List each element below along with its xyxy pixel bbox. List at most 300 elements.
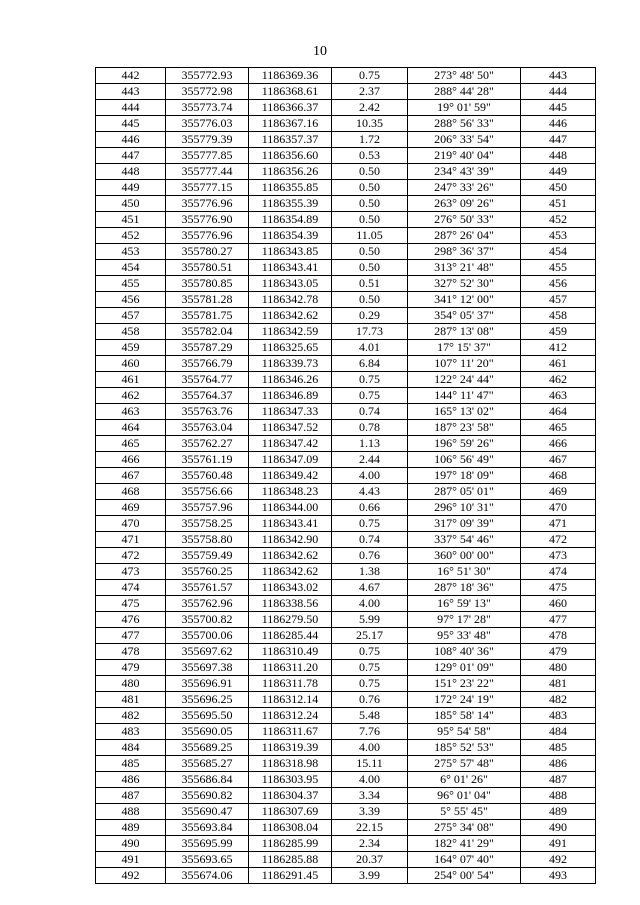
point-number-cell: 468 bbox=[96, 484, 166, 500]
table-row bbox=[96, 868, 596, 884]
x-coordinate-cell: 355695.99 bbox=[166, 836, 249, 852]
table-row bbox=[96, 356, 596, 372]
distance-cell: 4.00 bbox=[332, 468, 408, 484]
next-point-cell: 447 bbox=[521, 132, 596, 148]
point-number-cell: 490 bbox=[96, 836, 166, 852]
x-coordinate-cell: 355686.84 bbox=[166, 772, 249, 788]
point-number-cell: 485 bbox=[96, 756, 166, 772]
point-number-cell: 456 bbox=[96, 292, 166, 308]
distance-cell: 4.00 bbox=[332, 740, 408, 756]
next-point-cell: 449 bbox=[521, 164, 596, 180]
table-row bbox=[96, 708, 596, 724]
bearing-cell: 254° 00' 54" bbox=[408, 868, 521, 884]
table-row bbox=[96, 740, 596, 756]
table-row bbox=[96, 340, 596, 356]
point-number-cell: 480 bbox=[96, 676, 166, 692]
point-number-cell: 479 bbox=[96, 660, 166, 676]
y-coordinate-cell: 1186343.41 bbox=[249, 260, 332, 276]
x-coordinate-cell: 355700.82 bbox=[166, 612, 249, 628]
next-point-cell: 485 bbox=[521, 740, 596, 756]
next-point-cell: 464 bbox=[521, 404, 596, 420]
coordinates-table bbox=[95, 67, 596, 884]
point-number-cell: 443 bbox=[96, 84, 166, 100]
distance-cell: 0.76 bbox=[332, 548, 408, 564]
bearing-cell: 106° 56' 49" bbox=[408, 452, 521, 468]
point-number-cell: 447 bbox=[96, 148, 166, 164]
point-number-cell: 475 bbox=[96, 596, 166, 612]
y-coordinate-cell: 1186318.98 bbox=[249, 756, 332, 772]
distance-cell: 20.37 bbox=[332, 852, 408, 868]
next-point-cell: 474 bbox=[521, 564, 596, 580]
x-coordinate-cell: 355762.96 bbox=[166, 596, 249, 612]
bearing-cell: 17° 15' 37" bbox=[408, 340, 521, 356]
table-row bbox=[96, 532, 596, 548]
table-row bbox=[96, 692, 596, 708]
bearing-cell: 287° 13' 08" bbox=[408, 324, 521, 340]
x-coordinate-cell: 355781.75 bbox=[166, 308, 249, 324]
bearing-cell: 337° 54' 46" bbox=[408, 532, 521, 548]
distance-cell: 4.01 bbox=[332, 340, 408, 356]
distance-cell: 3.34 bbox=[332, 788, 408, 804]
next-point-cell: 448 bbox=[521, 148, 596, 164]
x-coordinate-cell: 355787.29 bbox=[166, 340, 249, 356]
distance-cell: 0.75 bbox=[332, 68, 408, 84]
bearing-cell: 97° 17' 28" bbox=[408, 612, 521, 628]
distance-cell: 0.76 bbox=[332, 692, 408, 708]
distance-cell: 0.50 bbox=[332, 212, 408, 228]
next-point-cell: 451 bbox=[521, 196, 596, 212]
bearing-cell: 298° 36' 37" bbox=[408, 244, 521, 260]
bearing-cell: 182° 41' 29" bbox=[408, 836, 521, 852]
y-coordinate-cell: 1186355.85 bbox=[249, 180, 332, 196]
point-number-cell: 445 bbox=[96, 116, 166, 132]
y-coordinate-cell: 1186347.33 bbox=[249, 404, 332, 420]
y-coordinate-cell: 1186369.36 bbox=[249, 68, 332, 84]
point-number-cell: 486 bbox=[96, 772, 166, 788]
y-coordinate-cell: 1186344.00 bbox=[249, 500, 332, 516]
table-row bbox=[96, 148, 596, 164]
table-row bbox=[96, 100, 596, 116]
point-number-cell: 476 bbox=[96, 612, 166, 628]
table-row bbox=[96, 388, 596, 404]
next-point-cell: 487 bbox=[521, 772, 596, 788]
x-coordinate-cell: 355782.04 bbox=[166, 324, 249, 340]
y-coordinate-cell: 1186342.62 bbox=[249, 308, 332, 324]
next-point-cell: 461 bbox=[521, 356, 596, 372]
point-number-cell: 462 bbox=[96, 388, 166, 404]
distance-cell: 0.50 bbox=[332, 164, 408, 180]
bearing-cell: 206° 33' 54" bbox=[408, 132, 521, 148]
y-coordinate-cell: 1186285.99 bbox=[249, 836, 332, 852]
table-row bbox=[96, 260, 596, 276]
point-number-cell: 450 bbox=[96, 196, 166, 212]
point-number-cell: 469 bbox=[96, 500, 166, 516]
distance-cell: 0.75 bbox=[332, 372, 408, 388]
x-coordinate-cell: 355697.62 bbox=[166, 644, 249, 660]
bearing-cell: 129° 01' 09" bbox=[408, 660, 521, 676]
bearing-cell: 165° 13' 02" bbox=[408, 404, 521, 420]
x-coordinate-cell: 355766.79 bbox=[166, 356, 249, 372]
next-point-cell: 483 bbox=[521, 708, 596, 724]
table-row bbox=[96, 516, 596, 532]
bearing-cell: 288° 44' 28" bbox=[408, 84, 521, 100]
next-point-cell: 458 bbox=[521, 308, 596, 324]
bearing-cell: 288° 56' 33" bbox=[408, 116, 521, 132]
bearing-cell: 219° 40' 04" bbox=[408, 148, 521, 164]
distance-cell: 2.42 bbox=[332, 100, 408, 116]
x-coordinate-cell: 355693.84 bbox=[166, 820, 249, 836]
y-coordinate-cell: 1186354.89 bbox=[249, 212, 332, 228]
bearing-cell: 317° 09' 39" bbox=[408, 516, 521, 532]
distance-cell: 7.76 bbox=[332, 724, 408, 740]
point-number-cell: 453 bbox=[96, 244, 166, 260]
table-row bbox=[96, 468, 596, 484]
y-coordinate-cell: 1186342.62 bbox=[249, 548, 332, 564]
y-coordinate-cell: 1186342.78 bbox=[249, 292, 332, 308]
x-coordinate-cell: 355777.44 bbox=[166, 164, 249, 180]
next-point-cell: 491 bbox=[521, 836, 596, 852]
distance-cell: 0.75 bbox=[332, 676, 408, 692]
point-number-cell: 482 bbox=[96, 708, 166, 724]
next-point-cell: 457 bbox=[521, 292, 596, 308]
next-point-cell: 482 bbox=[521, 692, 596, 708]
next-point-cell: 460 bbox=[521, 596, 596, 612]
bearing-cell: 172° 24' 19" bbox=[408, 692, 521, 708]
x-coordinate-cell: 355696.91 bbox=[166, 676, 249, 692]
x-coordinate-cell: 355697.38 bbox=[166, 660, 249, 676]
table-row bbox=[96, 308, 596, 324]
y-coordinate-cell: 1186367.16 bbox=[249, 116, 332, 132]
bearing-cell: 144° 11' 47" bbox=[408, 388, 521, 404]
next-point-cell: 481 bbox=[521, 676, 596, 692]
distance-cell: 2.37 bbox=[332, 84, 408, 100]
x-coordinate-cell: 355757.96 bbox=[166, 500, 249, 516]
table-row bbox=[96, 756, 596, 772]
x-coordinate-cell: 355758.80 bbox=[166, 532, 249, 548]
distance-cell: 1.38 bbox=[332, 564, 408, 580]
bearing-cell: 327° 52' 30" bbox=[408, 276, 521, 292]
point-number-cell: 472 bbox=[96, 548, 166, 564]
table-row bbox=[96, 132, 596, 148]
next-point-cell: 467 bbox=[521, 452, 596, 468]
x-coordinate-cell: 355690.47 bbox=[166, 804, 249, 820]
next-point-cell: 446 bbox=[521, 116, 596, 132]
page-number: 10 bbox=[313, 44, 327, 59]
bearing-cell: 313° 21' 48" bbox=[408, 260, 521, 276]
x-coordinate-cell: 355780.51 bbox=[166, 260, 249, 276]
point-number-cell: 474 bbox=[96, 580, 166, 596]
bearing-cell: 5° 55' 45" bbox=[408, 804, 521, 820]
y-coordinate-cell: 1186366.37 bbox=[249, 100, 332, 116]
next-point-cell: 493 bbox=[521, 868, 596, 884]
distance-cell: 0.50 bbox=[332, 196, 408, 212]
y-coordinate-cell: 1186307.69 bbox=[249, 804, 332, 820]
distance-cell: 10.35 bbox=[332, 116, 408, 132]
bearing-cell: 6° 01' 26" bbox=[408, 772, 521, 788]
bearing-cell: 95° 54' 58" bbox=[408, 724, 521, 740]
distance-cell: 0.75 bbox=[332, 516, 408, 532]
point-number-cell: 448 bbox=[96, 164, 166, 180]
point-number-cell: 446 bbox=[96, 132, 166, 148]
x-coordinate-cell: 355776.90 bbox=[166, 212, 249, 228]
x-coordinate-cell: 355777.15 bbox=[166, 180, 249, 196]
table-row bbox=[96, 244, 596, 260]
distance-cell: 5.99 bbox=[332, 612, 408, 628]
point-number-cell: 451 bbox=[96, 212, 166, 228]
table-row bbox=[96, 164, 596, 180]
y-coordinate-cell: 1186346.26 bbox=[249, 372, 332, 388]
next-point-cell: 477 bbox=[521, 612, 596, 628]
bearing-cell: 108° 40' 36" bbox=[408, 644, 521, 660]
next-point-cell: 452 bbox=[521, 212, 596, 228]
distance-cell: 2.44 bbox=[332, 452, 408, 468]
next-point-cell: 450 bbox=[521, 180, 596, 196]
distance-cell: 17.73 bbox=[332, 324, 408, 340]
x-coordinate-cell: 355760.25 bbox=[166, 564, 249, 580]
table-row bbox=[96, 820, 596, 836]
x-coordinate-cell: 355685.27 bbox=[166, 756, 249, 772]
distance-cell: 1.13 bbox=[332, 436, 408, 452]
table-row bbox=[96, 404, 596, 420]
table-row bbox=[96, 180, 596, 196]
next-point-cell: 486 bbox=[521, 756, 596, 772]
next-point-cell: 479 bbox=[521, 644, 596, 660]
point-number-cell: 457 bbox=[96, 308, 166, 324]
bearing-cell: 275° 34' 08" bbox=[408, 820, 521, 836]
distance-cell: 0.74 bbox=[332, 404, 408, 420]
table-row bbox=[96, 484, 596, 500]
y-coordinate-cell: 1186312.24 bbox=[249, 708, 332, 724]
y-coordinate-cell: 1186304.37 bbox=[249, 788, 332, 804]
bearing-cell: 16° 59' 13" bbox=[408, 596, 521, 612]
point-number-cell: 455 bbox=[96, 276, 166, 292]
bearing-cell: 164° 07' 40" bbox=[408, 852, 521, 868]
next-point-cell: 454 bbox=[521, 244, 596, 260]
distance-cell: 0.53 bbox=[332, 148, 408, 164]
next-point-cell: 469 bbox=[521, 484, 596, 500]
next-point-cell: 492 bbox=[521, 852, 596, 868]
distance-cell: 0.74 bbox=[332, 532, 408, 548]
x-coordinate-cell: 355781.28 bbox=[166, 292, 249, 308]
distance-cell: 0.50 bbox=[332, 292, 408, 308]
y-coordinate-cell: 1186285.44 bbox=[249, 628, 332, 644]
table-row bbox=[96, 452, 596, 468]
next-point-cell: 490 bbox=[521, 820, 596, 836]
table-row bbox=[96, 724, 596, 740]
distance-cell: 0.29 bbox=[332, 308, 408, 324]
point-number-cell: 463 bbox=[96, 404, 166, 420]
distance-cell: 3.99 bbox=[332, 868, 408, 884]
point-number-cell: 488 bbox=[96, 804, 166, 820]
distance-cell: 0.50 bbox=[332, 180, 408, 196]
x-coordinate-cell: 355760.48 bbox=[166, 468, 249, 484]
y-coordinate-cell: 1186338.56 bbox=[249, 596, 332, 612]
y-coordinate-cell: 1186343.02 bbox=[249, 580, 332, 596]
bearing-cell: 151° 23' 22" bbox=[408, 676, 521, 692]
y-coordinate-cell: 1186319.39 bbox=[249, 740, 332, 756]
x-coordinate-cell: 355776.03 bbox=[166, 116, 249, 132]
bearing-cell: 196° 59' 26" bbox=[408, 436, 521, 452]
y-coordinate-cell: 1186356.26 bbox=[249, 164, 332, 180]
distance-cell: 0.66 bbox=[332, 500, 408, 516]
y-coordinate-cell: 1186357.37 bbox=[249, 132, 332, 148]
bearing-cell: 360° 00' 00" bbox=[408, 548, 521, 564]
table-row bbox=[96, 212, 596, 228]
y-coordinate-cell: 1186308.04 bbox=[249, 820, 332, 836]
bearing-cell: 95° 33' 48" bbox=[408, 628, 521, 644]
point-number-cell: 449 bbox=[96, 180, 166, 196]
point-number-cell: 460 bbox=[96, 356, 166, 372]
y-coordinate-cell: 1186348.23 bbox=[249, 484, 332, 500]
x-coordinate-cell: 355780.85 bbox=[166, 276, 249, 292]
next-point-cell: 465 bbox=[521, 420, 596, 436]
distance-cell: 0.75 bbox=[332, 660, 408, 676]
distance-cell: 3.39 bbox=[332, 804, 408, 820]
distance-cell: 25.17 bbox=[332, 628, 408, 644]
x-coordinate-cell: 355764.77 bbox=[166, 372, 249, 388]
bearing-cell: 96° 01' 04" bbox=[408, 788, 521, 804]
point-number-cell: 452 bbox=[96, 228, 166, 244]
table-row bbox=[96, 676, 596, 692]
y-coordinate-cell: 1186311.78 bbox=[249, 676, 332, 692]
point-number-cell: 442 bbox=[96, 68, 166, 84]
bearing-cell: 19° 01' 59" bbox=[408, 100, 521, 116]
y-coordinate-cell: 1186342.90 bbox=[249, 532, 332, 548]
x-coordinate-cell: 355758.25 bbox=[166, 516, 249, 532]
next-point-cell: 472 bbox=[521, 532, 596, 548]
distance-cell: 0.75 bbox=[332, 388, 408, 404]
next-point-cell: 468 bbox=[521, 468, 596, 484]
next-point-cell: 455 bbox=[521, 260, 596, 276]
distance-cell: 4.67 bbox=[332, 580, 408, 596]
y-coordinate-cell: 1186310.49 bbox=[249, 644, 332, 660]
y-coordinate-cell: 1186343.05 bbox=[249, 276, 332, 292]
point-number-cell: 444 bbox=[96, 100, 166, 116]
bearing-cell: 247° 33' 26" bbox=[408, 180, 521, 196]
x-coordinate-cell: 355689.25 bbox=[166, 740, 249, 756]
distance-cell: 0.50 bbox=[332, 244, 408, 260]
point-number-cell: 459 bbox=[96, 340, 166, 356]
table-row bbox=[96, 276, 596, 292]
y-coordinate-cell: 1186342.59 bbox=[249, 324, 332, 340]
y-coordinate-cell: 1186343.85 bbox=[249, 244, 332, 260]
point-number-cell: 473 bbox=[96, 564, 166, 580]
table-row bbox=[96, 500, 596, 516]
x-coordinate-cell: 355772.98 bbox=[166, 84, 249, 100]
bearing-cell: 187° 23' 58" bbox=[408, 420, 521, 436]
point-number-cell: 487 bbox=[96, 788, 166, 804]
x-coordinate-cell: 355777.85 bbox=[166, 148, 249, 164]
distance-cell: 5.48 bbox=[332, 708, 408, 724]
table-row bbox=[96, 68, 596, 84]
point-number-cell: 466 bbox=[96, 452, 166, 468]
next-point-cell: 489 bbox=[521, 804, 596, 820]
distance-cell: 6.84 bbox=[332, 356, 408, 372]
table-row bbox=[96, 324, 596, 340]
distance-cell: 0.51 bbox=[332, 276, 408, 292]
next-point-cell: 456 bbox=[521, 276, 596, 292]
table-row bbox=[96, 292, 596, 308]
y-coordinate-cell: 1186303.95 bbox=[249, 772, 332, 788]
x-coordinate-cell: 355763.04 bbox=[166, 420, 249, 436]
point-number-cell: 481 bbox=[96, 692, 166, 708]
bearing-cell: 287° 18' 36" bbox=[408, 580, 521, 596]
y-coordinate-cell: 1186355.39 bbox=[249, 196, 332, 212]
distance-cell: 15.11 bbox=[332, 756, 408, 772]
table-row bbox=[96, 196, 596, 212]
point-number-cell: 471 bbox=[96, 532, 166, 548]
next-point-cell: 459 bbox=[521, 324, 596, 340]
y-coordinate-cell: 1186291.45 bbox=[249, 868, 332, 884]
distance-cell: 4.00 bbox=[332, 596, 408, 612]
x-coordinate-cell: 355690.05 bbox=[166, 724, 249, 740]
next-point-cell: 478 bbox=[521, 628, 596, 644]
table-row bbox=[96, 612, 596, 628]
y-coordinate-cell: 1186346.89 bbox=[249, 388, 332, 404]
y-coordinate-cell: 1186354.39 bbox=[249, 228, 332, 244]
table-row bbox=[96, 644, 596, 660]
point-number-cell: 464 bbox=[96, 420, 166, 436]
x-coordinate-cell: 355763.76 bbox=[166, 404, 249, 420]
point-number-cell: 470 bbox=[96, 516, 166, 532]
bearing-cell: 16° 51' 30" bbox=[408, 564, 521, 580]
bearing-cell: 234° 43' 39" bbox=[408, 164, 521, 180]
distance-cell: 22.15 bbox=[332, 820, 408, 836]
x-coordinate-cell: 355776.96 bbox=[166, 196, 249, 212]
x-coordinate-cell: 355761.57 bbox=[166, 580, 249, 596]
next-point-cell: 445 bbox=[521, 100, 596, 116]
next-point-cell: 463 bbox=[521, 388, 596, 404]
point-number-cell: 467 bbox=[96, 468, 166, 484]
x-coordinate-cell: 355695.50 bbox=[166, 708, 249, 724]
next-point-cell: 443 bbox=[521, 68, 596, 84]
bearing-cell: 185° 52' 53" bbox=[408, 740, 521, 756]
x-coordinate-cell: 355696.25 bbox=[166, 692, 249, 708]
point-number-cell: 461 bbox=[96, 372, 166, 388]
table-row bbox=[96, 564, 596, 580]
point-number-cell: 458 bbox=[96, 324, 166, 340]
x-coordinate-cell: 355780.27 bbox=[166, 244, 249, 260]
y-coordinate-cell: 1186347.09 bbox=[249, 452, 332, 468]
table-row bbox=[96, 788, 596, 804]
x-coordinate-cell: 355773.74 bbox=[166, 100, 249, 116]
y-coordinate-cell: 1186325.65 bbox=[249, 340, 332, 356]
y-coordinate-cell: 1186368.61 bbox=[249, 84, 332, 100]
y-coordinate-cell: 1186347.42 bbox=[249, 436, 332, 452]
bearing-cell: 296° 10' 31" bbox=[408, 500, 521, 516]
distance-cell: 0.50 bbox=[332, 260, 408, 276]
point-number-cell: 478 bbox=[96, 644, 166, 660]
y-coordinate-cell: 1186342.62 bbox=[249, 564, 332, 580]
x-coordinate-cell: 355764.37 bbox=[166, 388, 249, 404]
y-coordinate-cell: 1186311.20 bbox=[249, 660, 332, 676]
table-row bbox=[96, 84, 596, 100]
table-row bbox=[96, 548, 596, 564]
next-point-cell: 480 bbox=[521, 660, 596, 676]
x-coordinate-cell: 355759.49 bbox=[166, 548, 249, 564]
table-row bbox=[96, 804, 596, 820]
distance-cell: 1.72 bbox=[332, 132, 408, 148]
next-point-cell: 471 bbox=[521, 516, 596, 532]
point-number-cell: 465 bbox=[96, 436, 166, 452]
y-coordinate-cell: 1186356.60 bbox=[249, 148, 332, 164]
next-point-cell: 475 bbox=[521, 580, 596, 596]
next-point-cell: 484 bbox=[521, 724, 596, 740]
y-coordinate-cell: 1186311.67 bbox=[249, 724, 332, 740]
y-coordinate-cell: 1186339.73 bbox=[249, 356, 332, 372]
bearing-cell: 287° 26' 04" bbox=[408, 228, 521, 244]
point-number-cell: 492 bbox=[96, 868, 166, 884]
